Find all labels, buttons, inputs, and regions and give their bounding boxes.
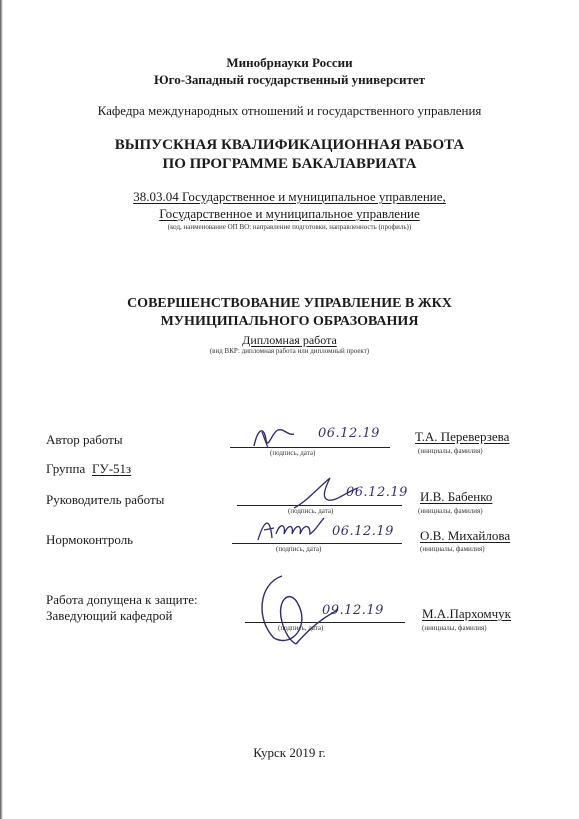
work-title-line1: ВЫПУСКНАЯ КВАЛИФИКАЦИОННАЯ РАБОТА [114,137,465,153]
admission-label-line1: Работа допущена к защите: [46,592,198,607]
head-name-hint: (инициалы, фамилия) [422,624,487,632]
admission-sign-hint: (подпись, дата) [278,624,324,632]
author-signature [248,422,298,452]
ministry-name: Минобрнауки России [226,55,353,70]
program-hint: (код, наименование ОП ВО: направление подготовки, направленность (профиль)) [167,223,412,231]
work-kind: Дипломная работа [242,333,337,347]
supervisor-name-hint: (инициалы, фамилия) [418,507,483,515]
author-label: Автор работы [46,432,123,447]
admission-date: 09.12.19 [322,603,384,618]
work-title-line2: ПО ПРОГРАММЕ БАКАЛАВРИАТА [162,156,417,172]
supervisor-label: Руководитель работы [46,492,165,507]
normcontrol-signature [254,512,326,544]
author-name: Т.А. Переверзева [415,429,510,444]
head-name: М.А.Пархомчук [422,606,511,621]
topic-line1: СОВЕРШЕНСТВОВАНИЕ УПРАВЛЕНИЕ В ЖКХ [127,296,452,311]
supervisor-sign-hint: (подпись, дата) [288,507,334,515]
author-date: 06.12.19 [318,426,380,441]
normcontrol-label: Нормоконтроль [46,532,134,547]
normcontrol-date: 06.12.19 [332,524,394,539]
program-line2: Государственное и муниципальное управление [159,206,420,221]
department-name: Кафедра международных отношений и государственного управления [97,103,482,118]
admission-label-line2: Заведующий кафедрой [46,608,173,623]
supervisor-date: 06.12.19 [346,485,408,500]
group-value: ГУ-51з [92,461,132,476]
normcontrol-name: О.В. Михайлова [420,528,511,543]
author-sign-hint: (подпись, дата) [270,449,316,457]
topic-line2: МУНИЦИПАЛЬНОГО ОБРАЗОВАНИЯ [160,314,419,329]
scan-edge [0,0,3,819]
group-label: Группа [46,461,86,476]
city-year: Курск 2019 г. [253,745,326,760]
work-kind-hint: (вид ВКР: дипломная работа или дипломный проект) [209,347,370,355]
supervisor-name: И.В. Бабенко [420,489,493,504]
normcontrol-name-hint: (инициалы, фамилия) [420,545,485,553]
author-name-hint: (инициалы, фамилия) [418,447,483,455]
program-line1: 38.03.04 Государственное и муниципальное управление, [133,189,446,204]
normcontrol-sign-hint: (подпись, дата) [276,545,322,553]
university-name: Юго-Западный государственный университет [154,72,425,87]
